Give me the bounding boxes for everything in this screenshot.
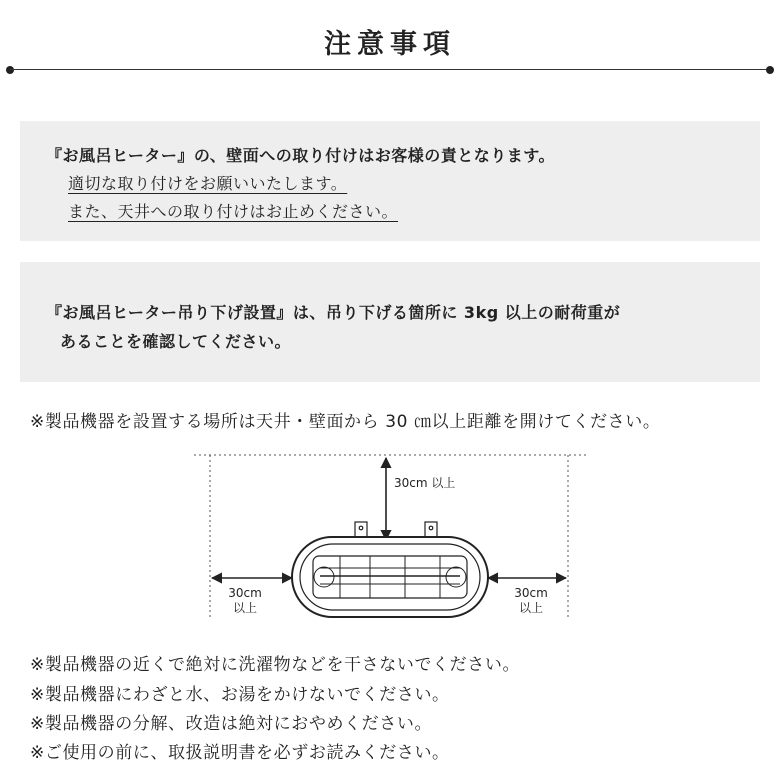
right-clearance-label-1: 30cm bbox=[514, 586, 548, 600]
warning-note-3: ※製品機器の分解、改造は絶対におやめください。 bbox=[30, 714, 433, 734]
left-clearance-label-2: 以上 bbox=[232, 601, 258, 615]
clearance-diagram bbox=[190, 444, 590, 624]
heater-unit-icon bbox=[292, 537, 488, 617]
rule-left-dot bbox=[6, 66, 14, 74]
left-clearance-label-1: 30cm bbox=[228, 586, 262, 600]
wall-mount-notice-box bbox=[20, 121, 760, 241]
hanging-notice-box bbox=[20, 262, 760, 382]
top-clearance-label: 30cm 以上 bbox=[394, 476, 456, 490]
wall-mount-line-2: また、天井への取り付けはお止めください。 bbox=[68, 202, 399, 221]
hanging-line-1: 『お風呂ヒーター吊り下げ設置』は、吊り下げる箇所に 3kg 以上の耐荷重が bbox=[46, 303, 621, 322]
right-clearance-label-2: 以上 bbox=[518, 601, 544, 615]
page-title: 注意事項 bbox=[324, 29, 456, 60]
warning-note-4: ※ご使用の前に、取扱説明書を必ずお読みください。 bbox=[30, 743, 450, 763]
wall-mount-line-1: 適切な取り付けをお願いいたします。 bbox=[68, 174, 348, 193]
warning-note-1: ※製品機器の近くで絶対に洗濯物などを干さないでください。 bbox=[30, 655, 521, 675]
wall-mount-heading: 『お風呂ヒーター』の、壁面への取り付けはお客様の責となります。 bbox=[46, 146, 555, 165]
rule-right-dot bbox=[766, 66, 774, 74]
hanging-line-2: あることを確認してください。 bbox=[60, 332, 292, 351]
title-divider bbox=[10, 69, 770, 70]
clearance-note: ※製品機器を設置する場所は天井・壁面から 30 ㎝以上距離を開けてください。 bbox=[30, 412, 661, 432]
warning-note-2: ※製品機器にわざと水、お湯をかけないでください。 bbox=[30, 685, 450, 705]
